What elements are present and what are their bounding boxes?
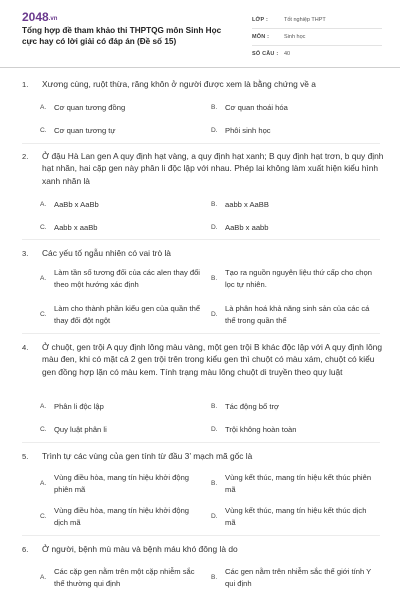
question-stem: Ở người, bệnh mù màu và bệnh máu khó đông là do: [42, 544, 238, 554]
option-letter: A.: [40, 480, 47, 488]
option-text: Vùng kết thúc, mang tín hiệu kết thúc dịch mã: [225, 506, 367, 527]
info-value: Sinh học: [284, 34, 306, 40]
logo-suffix: .vn: [48, 16, 58, 22]
option-text: Làm tần số tương đối của các alen thay đổi theo một hướng xác định: [54, 268, 200, 289]
question-stem: Các yếu tố ngẫu nhiên có vai trò là: [42, 248, 171, 258]
option-letter: D.: [211, 311, 218, 319]
option-letter: B.: [211, 201, 218, 209]
option-letter: D.: [211, 513, 218, 521]
answer-option[interactable]: [40, 566, 204, 590]
question-divider: [22, 535, 380, 536]
option-text: Phân li độc lập: [54, 402, 104, 411]
answer-option[interactable]: [211, 199, 269, 211]
option-text: Trội không hoàn toàn: [225, 425, 297, 434]
info-row-class: [252, 12, 382, 29]
option-text: AaBb x AaBb: [54, 200, 99, 209]
answer-option[interactable]: [40, 472, 204, 496]
answer-option[interactable]: [211, 566, 375, 590]
option-text: aabb x AaBB: [225, 200, 269, 209]
option-text: Tác động bổ trợ: [225, 402, 279, 411]
question-number: 4.: [22, 343, 29, 352]
question-divider: [22, 143, 380, 144]
answer-option[interactable]: [40, 401, 104, 413]
option-text: Phôi sinh học: [225, 126, 271, 135]
question-number: 1.: [22, 80, 29, 89]
question-stem: Xương cùng, ruột thừa, răng khôn ở người được xem là bằng chứng về a: [42, 79, 316, 89]
question-stem: Ở đậu Hà Lan gen A quy định hạt vàng, a quy định hạt xanh; B quy định hạt trơn, b quy định hạt nhăn, hai cặp gen này phân li độc lập với nhau. Phép lai không làm xuất hiện kiểu hình xanh nhăn là: [42, 151, 384, 186]
answer-option[interactable]: [40, 199, 99, 211]
option-letter: B.: [211, 275, 218, 283]
info-row-subject: [252, 29, 382, 46]
option-letter: D.: [211, 224, 218, 232]
question-divider: [22, 239, 380, 240]
option-text: Làm cho thành phần kiểu gen của quần thể thay đổi đột ngột: [54, 304, 201, 325]
info-label: LỚP :: [252, 17, 268, 23]
answer-option[interactable]: [40, 505, 204, 529]
site-logo[interactable]: [22, 10, 57, 24]
info-value: Tốt nghiệp THPT: [284, 17, 326, 23]
option-letter: D.: [211, 127, 218, 135]
option-letter: A.: [40, 104, 47, 112]
logo-main: 2048: [22, 10, 49, 24]
answer-option[interactable]: [211, 472, 375, 496]
question-number: 3.: [22, 249, 29, 258]
question-number: 6.: [22, 545, 29, 554]
info-label: MÔN :: [252, 34, 270, 40]
option-letter: B.: [211, 104, 218, 112]
option-letter: B.: [211, 574, 218, 582]
option-text: Cơ quan tương tự: [54, 126, 116, 135]
option-text: Vùng điều hòa, mang tín hiệu khởi động dịch mã: [54, 506, 190, 527]
question-divider: [22, 442, 380, 443]
info-label: SỐ CÂU :: [252, 51, 279, 57]
option-text: Quy luật phân li: [54, 425, 107, 434]
answer-option[interactable]: [211, 222, 269, 234]
option-letter: A.: [40, 403, 47, 411]
option-letter: B.: [211, 480, 218, 488]
option-text: Aabb x aaBb: [54, 223, 98, 232]
option-text: Cơ quan tương đồng: [54, 103, 126, 112]
question-number: 5.: [22, 452, 29, 461]
option-letter: A.: [40, 574, 47, 582]
answer-option[interactable]: [40, 303, 204, 327]
option-letter: A.: [40, 201, 47, 209]
info-row-count: [252, 46, 382, 62]
option-text: Là phân hoá khả năng sinh sản của các cá thể trong quần thể: [225, 304, 370, 325]
document-title: Tổng hợp đề tham khảo thi THPTQG môn Sinh Học cực hay có lời giải có đáp án (Đề số 15): [22, 26, 222, 46]
option-letter: C.: [40, 224, 47, 232]
option-letter: A.: [40, 275, 47, 283]
question-number: 2.: [22, 152, 29, 161]
option-letter: C.: [40, 127, 47, 135]
option-text: AaBb x aabb: [225, 223, 269, 232]
answer-option[interactable]: [211, 303, 375, 327]
answer-option[interactable]: [211, 424, 297, 436]
info-value: 40: [284, 51, 291, 57]
option-text: Cơ quan thoái hóa: [225, 103, 288, 112]
answer-option[interactable]: [211, 401, 279, 413]
header-divider: [0, 67, 400, 68]
question-stem: Ở chuột, gen trội A quy định lông màu vàng, một gen trội B khác độc lập với A quy định lông màu đen, khi có mặt cả 2 gen trội trên trong kiểu gen thì chuột có màu xám, chuột có kiểu gen đồng hợp lặn có màu kem. Tính trạng màu lông chuột di truyền theo quy luật: [42, 342, 382, 377]
answer-option[interactable]: [211, 102, 288, 114]
option-letter: B.: [211, 403, 218, 411]
option-letter: C.: [40, 426, 47, 434]
answer-option[interactable]: [40, 267, 204, 291]
option-letter: C.: [40, 513, 47, 521]
info-table: [252, 12, 382, 62]
answer-option[interactable]: [40, 424, 107, 436]
document-header: [0, 0, 400, 64]
answer-option[interactable]: [211, 505, 375, 529]
option-text: Vùng điều hòa, mang tín hiệu khởi động phiên mã: [54, 473, 190, 494]
answer-option[interactable]: [211, 267, 375, 291]
option-letter: C.: [40, 311, 47, 319]
option-text: Các cặp gen nằm trên một cặp nhiễm sắc thể thường qui định: [54, 567, 195, 588]
question-divider: [22, 333, 380, 334]
option-text: Vùng kết thúc, mang tín hiệu kết thúc phiên mã: [225, 473, 372, 494]
answer-option[interactable]: [211, 125, 271, 137]
answer-option[interactable]: [40, 222, 98, 234]
answer-option[interactable]: [40, 102, 125, 114]
question-stem: Trình tự các vùng của gen tính từ đầu 3’ mạch mã gốc là: [42, 451, 253, 461]
option-text: Tạo ra nguồn nguyên liệu thứ cấp cho chọn lọc tự nhiên.: [225, 268, 372, 289]
answer-option[interactable]: [40, 125, 116, 137]
option-letter: D.: [211, 426, 218, 434]
option-text: Các gen nằm trên nhiễm sắc thể giới tính Y qui định: [225, 567, 372, 588]
